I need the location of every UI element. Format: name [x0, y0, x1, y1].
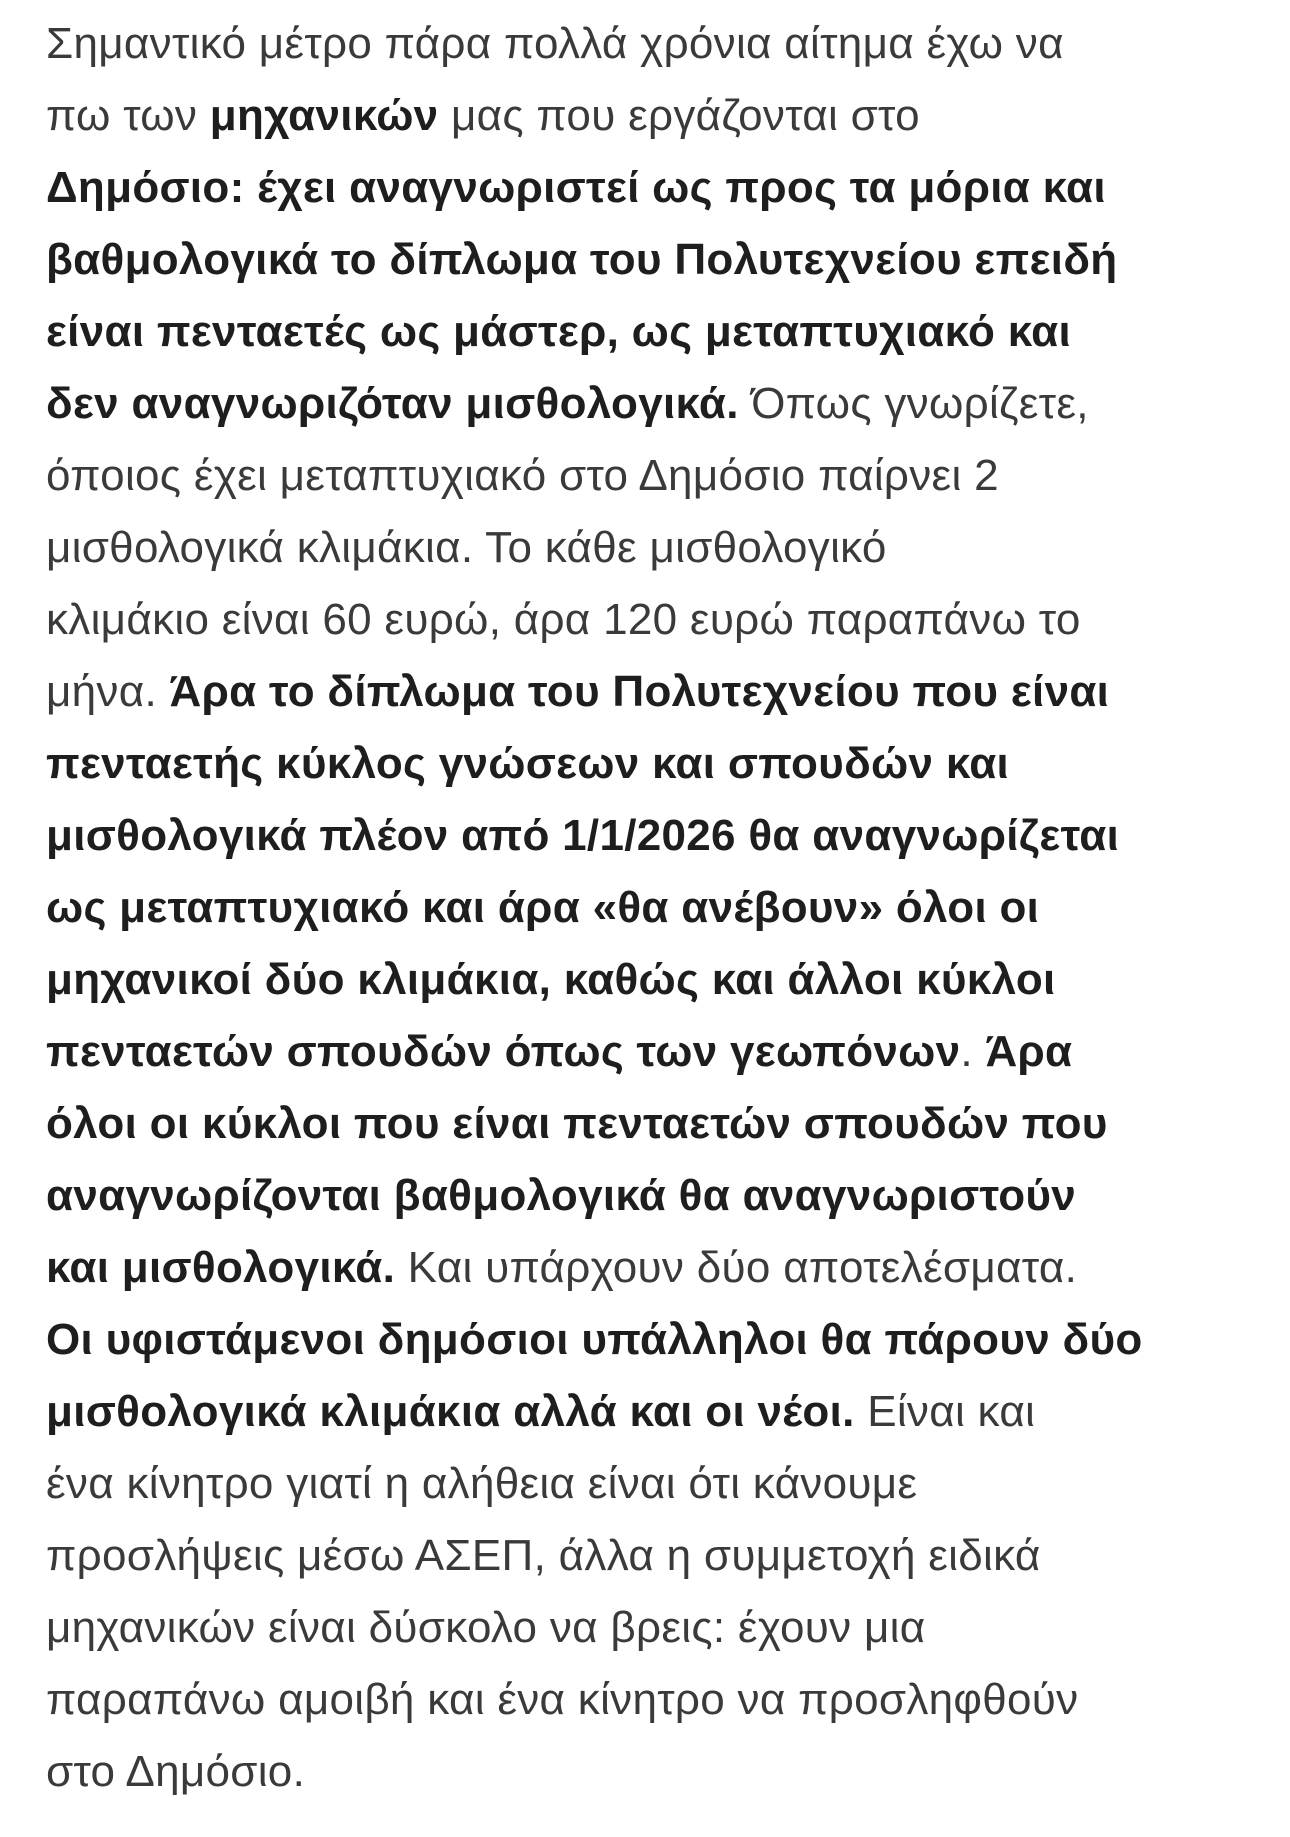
bold-text-segment: Άρα το δίπλωμα του Πολυτεχνείου που είναι — [169, 667, 1110, 716]
text-segment: μισθολογικά κλιμάκια. Το κάθε μισθολογικό — [46, 523, 887, 572]
article-line — [46, 80, 1236, 152]
text-segment: Και υπάρχουν δύο αποτελέσματα. — [395, 1243, 1078, 1292]
article-line — [46, 368, 1236, 440]
bold-text-segment: δεν αναγνωριζόταν μισθολογικά. — [46, 379, 739, 428]
bold-text-segment: μηχανικοί δύο κλιμάκια, καθώς και άλλοι κύκλοι — [46, 955, 1056, 1004]
article-line — [46, 440, 1236, 512]
article-line — [46, 1088, 1236, 1160]
text-segment: Είναι και — [854, 1387, 1036, 1436]
bold-text-segment: Άρα — [985, 1027, 1073, 1076]
article-line — [46, 1592, 1236, 1664]
text-segment: ένα κίνητρο γιατί η αλήθεια είναι ότι κάνουμε — [46, 1459, 918, 1508]
article-line — [46, 1016, 1236, 1088]
bold-text-segment: πενταετών σπουδών όπως των γεωπόνων — [46, 1027, 961, 1076]
article-line — [46, 8, 1236, 80]
bold-text-segment: πενταετής κύκλος γνώσεων και σπουδών και — [46, 739, 1010, 788]
article-line — [46, 728, 1236, 800]
article-line — [46, 296, 1236, 368]
text-segment: πω των — [46, 91, 210, 140]
article-line — [46, 872, 1236, 944]
text-segment: στο Δημόσιο. — [46, 1747, 306, 1796]
article-line — [46, 1160, 1236, 1232]
bold-text-segment: μηχανικών — [209, 91, 439, 140]
bold-text-segment: ως μεταπτυχιακό και άρα «θα ανέβουν» όλοι οι — [46, 883, 1040, 932]
bold-text-segment: βαθμολογικά το δίπλωμα του Πολυτεχνείου επειδή — [46, 235, 1118, 284]
bold-text-segment: Οι υφιστάμενοι δημόσιοι υπάλληλοι θα πάρουν δύο — [46, 1315, 1143, 1364]
text-segment: Σημαντικό μέτρο πάρα πολλά χρόνια αίτημα έχω να — [46, 19, 1064, 68]
article-line — [46, 944, 1236, 1016]
bold-text-segment: μισθολογικά κλιμάκια αλλά και οι νέοι. — [46, 1387, 855, 1436]
article-line — [46, 224, 1236, 296]
bold-text-segment: είναι πενταετές ως μάστερ, ως μεταπτυχιακό και — [46, 307, 1071, 356]
bold-text-segment: και μισθολογικά. — [46, 1243, 396, 1292]
article-body — [46, 8, 1236, 1808]
text-segment: παραπάνω αμοιβή και ένα κίνητρο να προσληφθούν — [46, 1675, 1079, 1724]
article-line — [46, 1304, 1236, 1376]
article-line — [46, 656, 1236, 728]
text-segment: μήνα. — [46, 667, 170, 716]
article-line — [46, 1520, 1236, 1592]
article-line — [46, 1664, 1236, 1736]
article-line — [46, 584, 1236, 656]
text-segment: προσλήψεις μέσω ΑΣΕΠ, άλλα η συμμετοχή ειδικά — [46, 1531, 1041, 1580]
article-line — [46, 1448, 1236, 1520]
bold-text-segment: όλοι οι κύκλοι που είναι πενταετών σπουδών που — [46, 1099, 1108, 1148]
article-line — [46, 1736, 1236, 1808]
text-segment: . — [960, 1027, 986, 1076]
bold-text-segment: Δημόσιο: έχει αναγνωριστεί ως προς τα μόρια και — [46, 163, 1106, 212]
text-segment: κλιμάκιο είναι 60 ευρώ, άρα 120 ευρώ παραπάνω το — [46, 595, 1081, 644]
article-line — [46, 1376, 1236, 1448]
text-segment: όποιος έχει μεταπτυχιακό στο Δημόσιο παίρνει 2 — [46, 451, 999, 500]
text-segment: μηχανικών είναι δύσκολο να βρεις: έχουν μια — [46, 1603, 926, 1652]
text-segment: μας που εργάζονται στο — [438, 91, 920, 140]
article-line — [46, 512, 1236, 584]
bold-text-segment: μισθολογικά πλέον από 1/1/2026 θα αναγνωρίζεται — [46, 811, 1120, 860]
article-line — [46, 152, 1236, 224]
text-segment: Όπως γνωρίζετε, — [738, 379, 1089, 428]
article-line — [46, 800, 1236, 872]
article-line — [46, 1232, 1236, 1304]
bold-text-segment: αναγνωρίζονται βαθμολογικά θα αναγνωριστούν — [46, 1171, 1077, 1220]
